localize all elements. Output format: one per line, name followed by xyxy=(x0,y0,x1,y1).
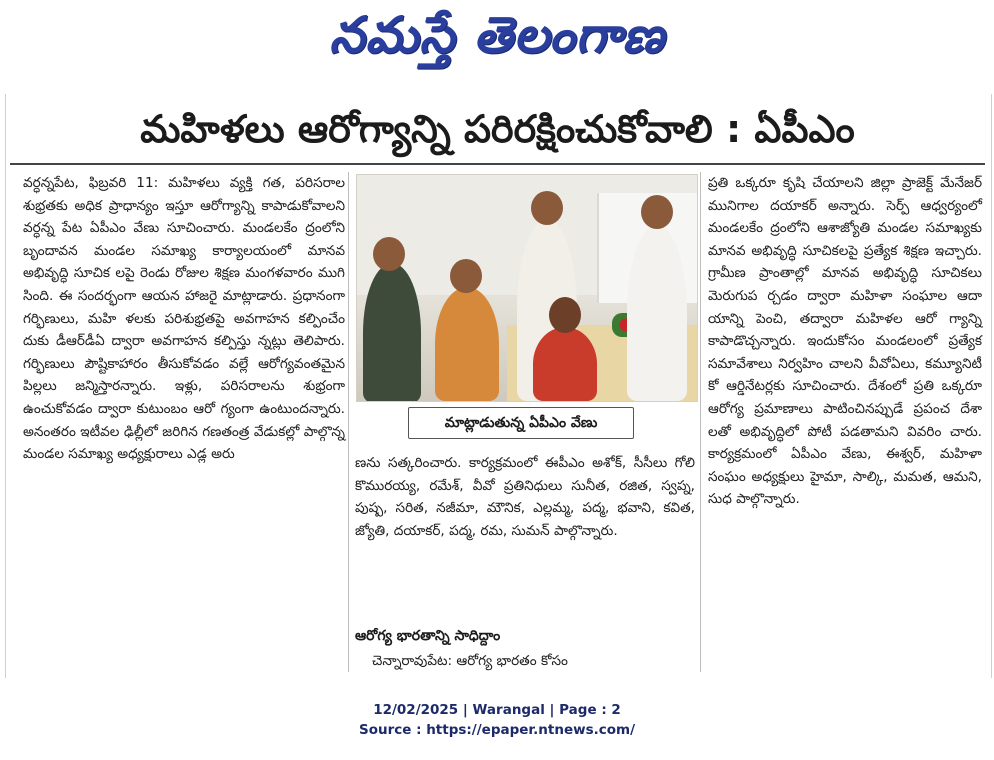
person-head xyxy=(549,297,581,333)
article-column-2 xyxy=(355,452,695,542)
sub-headline: ఆరోగ్య భారతాన్ని సాధిద్దాం xyxy=(355,628,501,644)
headline-rule xyxy=(10,163,985,165)
column-divider xyxy=(700,172,701,672)
source-link[interactable]: Source : https://epaper.ntnews.com/ xyxy=(358,722,636,738)
article-photo xyxy=(356,174,698,402)
person-figure xyxy=(533,327,597,401)
person-head xyxy=(641,195,673,229)
edition-info: 12/02/2025 | Warangal | Page : 2 xyxy=(373,702,621,718)
article-column-3 xyxy=(708,172,982,511)
person-head xyxy=(531,191,563,225)
article-text: ణను సత్కరించారు. కార్యక్రమంలో ఈపీఎం అశోక్, సీసీలు గోలి కొమురయ్య, రమేశ్, వీవో ప్రతినిధులు సునీత, రజిత, స్వప్న, పుష్ప, సరిత, నజీమా, మౌనిక, ఎల్లమ్మ, పద్మ, భవాని, కవిత, జ్యోతి, దయాకర్, పద్మ, రమ, సుమన్ పాల్గొన్నారు. xyxy=(355,455,695,539)
photo-caption: మాట్లాడుతున్న ఏపీఎం వేణు xyxy=(408,407,634,439)
newspaper-masthead: నమస్తే తెలంగాణ xyxy=(329,6,665,64)
person-figure xyxy=(627,225,687,401)
page-footer xyxy=(0,700,994,740)
article-text: చెన్నారావుపేట: ఆరోగ్య భారతం కోసం xyxy=(372,653,568,669)
person-head xyxy=(450,259,482,293)
person-figure xyxy=(363,263,421,402)
person-head xyxy=(373,237,405,271)
article-text: ప్రతి ఒక్కరూ కృషి చేయాలని జిల్లా ప్రాజెక్ట్ మేనేజర్ మునిగాల దయాకర్ అన్నారు. సెర్ప్ ఆధ్వర్యంలో మండలకేం ద్రంలోని ఆశాజ్యోతి మండల సమాఖ్యకు మానవ అభివృద్ధి సూచికలపై ప్రత్యేక శిక్షణ ఇచ్చారు. గ్రామీణ ప్రాంతాల్లో మానవ అభివృద్ధి సూచికలు మెరుగుప ర్చడం ద్వారా మహిళా సంఘాల ఆదా యాన్ని పెంచి, తద్వారా మహిళల ఆరో గ్యాన్ని కాపాడొచ్చన్నారు. ఇందుకోసం మండలంలో ప్రత్యేక సమావేశాలు నిర్వహిం చాలని వీవోఏలు, కమ్యూనిటీ కో ఆర్డినేటర్లకు సూచించారు. దేశంలో ప్రతి ఒక్కరూ ఆరోగ్య ప్రమాణాలు పాటించినప్పుడే ప్రపంచ దేశా లతో అభివృద్ధిలో పోటీ పడతామని వివరిం చారు. కార్యక్రమంలో ఏపీఎం వేణు, ఈశ్వర్, మహిళా సంఘం అధ్యక్షులు హైమా, సాల్కి, మమత, ఆమని, సుధ పాల్గొన్నారు. xyxy=(708,175,982,508)
article-headline: మహిళలు ఆరోగ్యాన్ని పరిరక్షించుకోవాలి : ఏపీఎం xyxy=(140,107,855,151)
article-column-1 xyxy=(23,172,345,672)
column-divider xyxy=(348,172,349,672)
article-text: వర్ధన్నపేట, ఫిబ్రవరి 11: మహిళలు వ్యక్తి గత, పరిసరాల శుభ్రతకు అధిక ప్రాధాన్యం ఇస్తూ ఆరోగ్యాన్ని కాపాడుకోవాలని వర్ధన్న పేట ఏపీఎం వేణు సూచించారు. మండలకేం ద్రంలోని బృందావన మండల సమాఖ్య కార్యాలయంలో మానవ అభివృద్ధి సూచిక లపై రెండు రోజుల శిక్షణ మంగళవారం ముగి సింది. ఈ సందర్భంగా ఆయన హాజరై మాట్లాడారు. ప్రధానంగా గర్భిణులు, మహి ళలకు పరిశుభ్రతపై అవగాహన కల్పించేం దుకు డీఆర్‌డీఏ ద్వారా అవగాహన కల్పిస్తు న్నట్లు తెలిపారు. గర్భిణులు పౌష్టికాహారం తీసుకోవడం వల్లే ఆరోగ్యవంతమైన పిల్లలు జన్మిస్తారన్నారు. ఇళ్లు, పరిసరాలను శుభ్రంగా ఉంచుకోవడం ద్వారా కుటుంబం ఆరో గ్యంగా ఉంటుందన్నారు. అనంతరం ఇటీవల ఢిల్లీలో జరిగిన గణతంత్ర వేడుకల్లో పాల్గొన్న మండల సమాఖ్య అధ్యక్షురాలు ఎడ్ల అరు xyxy=(23,175,345,463)
person-figure xyxy=(435,287,499,401)
article-column-2-continued xyxy=(372,650,696,673)
